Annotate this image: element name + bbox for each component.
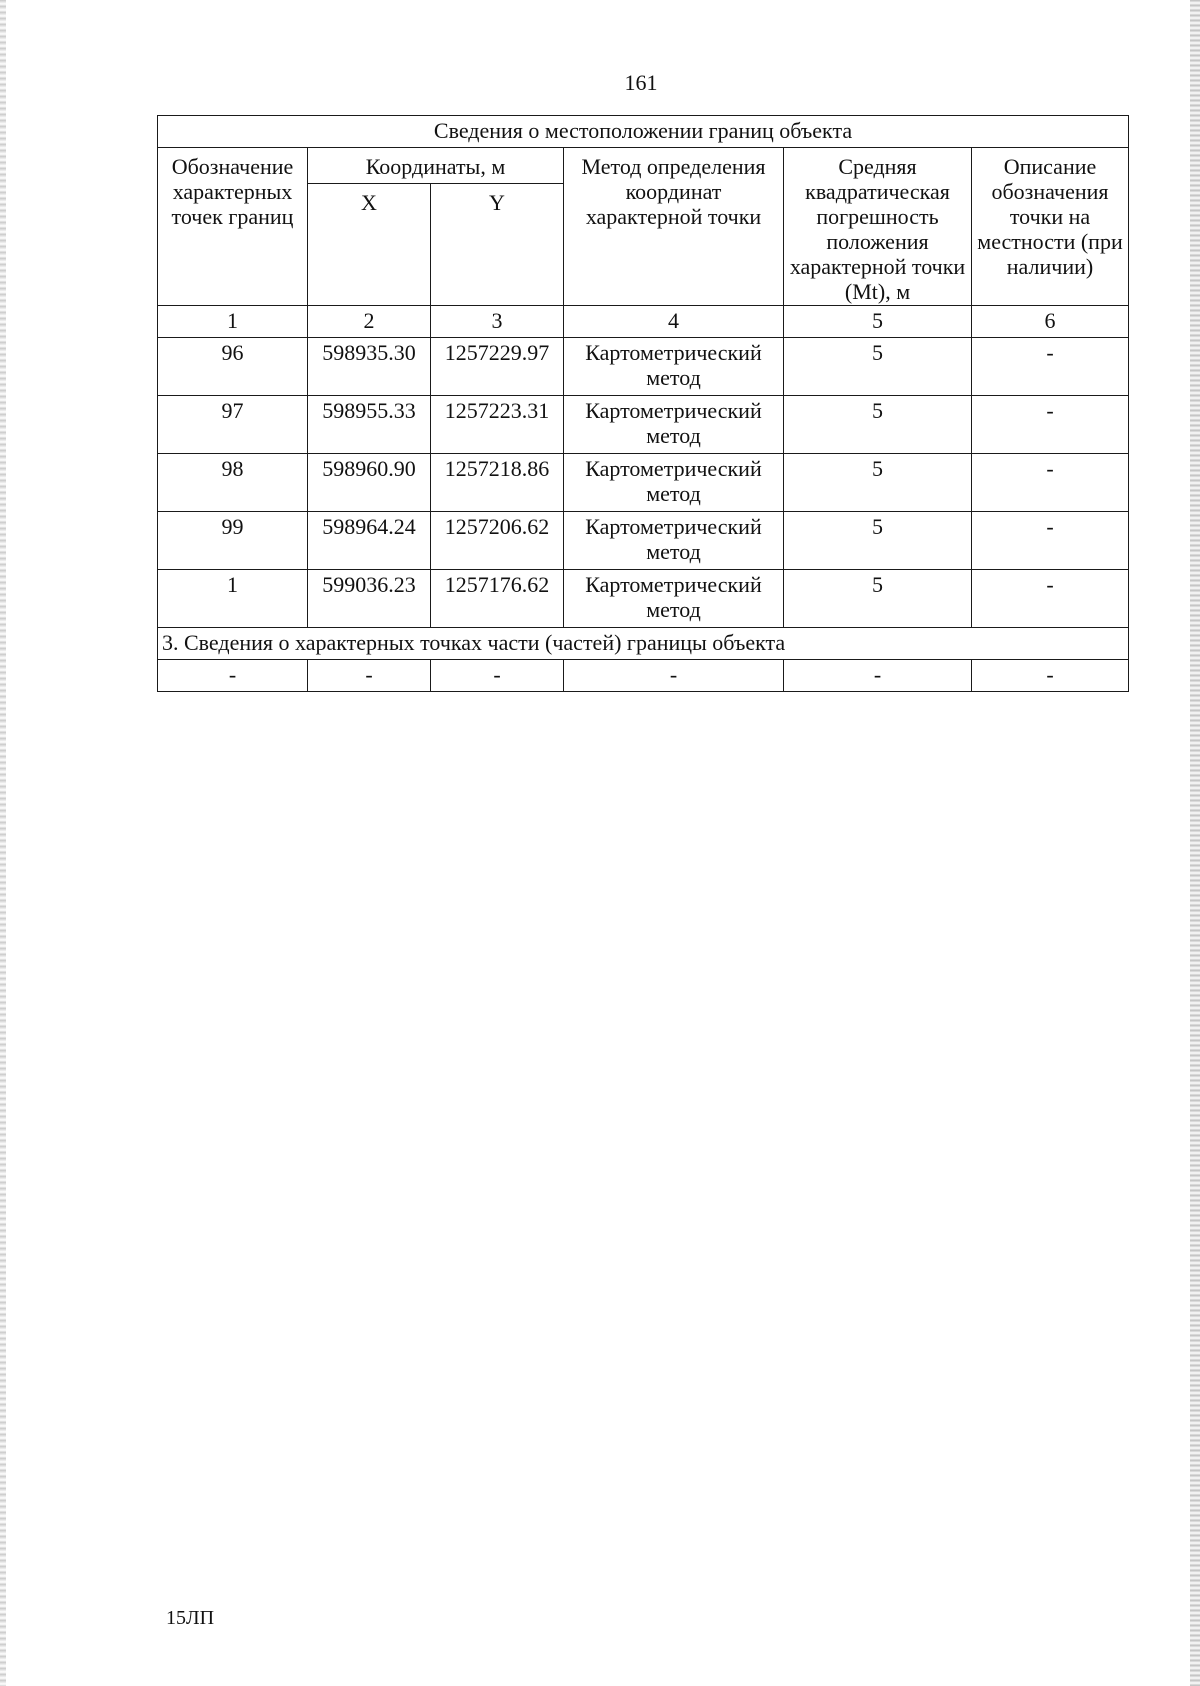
cell-x: 599036.23 xyxy=(308,570,431,628)
cell-description: - xyxy=(972,396,1129,454)
column-number: 2 xyxy=(308,306,431,338)
scan-edge-left xyxy=(0,0,6,1686)
table-title: Сведения о местоположении границ объекта xyxy=(158,116,1129,148)
table-row xyxy=(158,454,1129,512)
section3-cell: - xyxy=(564,660,784,692)
page-number: 161 xyxy=(624,70,658,95)
column-number: 4 xyxy=(564,306,784,338)
cell-error: 5 xyxy=(784,338,972,396)
section3-row xyxy=(158,660,1129,692)
table-title-row xyxy=(158,116,1129,148)
column-number: 5 xyxy=(784,306,972,338)
section3-cell: - xyxy=(308,660,431,692)
cell-description: - xyxy=(972,454,1129,512)
column-number: 6 xyxy=(972,306,1129,338)
cell-x: 598955.33 xyxy=(308,396,431,454)
cell-y: 1257229.97 xyxy=(431,338,564,396)
cell-description: - xyxy=(972,512,1129,570)
header-coordinates: Координаты, м xyxy=(308,148,564,184)
section3-title: 3. Сведения о характерных точках части (частей) границы объекта xyxy=(158,628,1129,660)
cell-method: Картометрический метод xyxy=(564,512,784,570)
header-point-designation: Обозначение характерных точек границ xyxy=(158,148,308,306)
header-x: X xyxy=(308,184,431,306)
cell-point: 1 xyxy=(158,570,308,628)
cell-method: Картометрический метод xyxy=(564,338,784,396)
cell-y: 1257206.62 xyxy=(431,512,564,570)
header-description: Описание обозначения точки на местности (при наличии) xyxy=(972,148,1129,306)
cell-x: 598960.90 xyxy=(308,454,431,512)
column-number: 3 xyxy=(431,306,564,338)
boundary-table xyxy=(157,115,1129,692)
cell-description: - xyxy=(972,570,1129,628)
cell-point: 98 xyxy=(158,454,308,512)
scan-edge-right xyxy=(1190,0,1200,1686)
cell-error: 5 xyxy=(784,570,972,628)
cell-error: 5 xyxy=(784,396,972,454)
section3-cell: - xyxy=(431,660,564,692)
header-row-1 xyxy=(158,148,1129,184)
section3-cell: - xyxy=(972,660,1129,692)
header-mean-error: Средняя квадратическая погрешность положения характерной точки (Mt), м xyxy=(784,148,972,306)
table-row xyxy=(158,396,1129,454)
cell-point: 97 xyxy=(158,396,308,454)
cell-method: Картометрический метод xyxy=(564,570,784,628)
cell-y: 1257223.31 xyxy=(431,396,564,454)
cell-point: 99 xyxy=(158,512,308,570)
cell-method: Картометрический метод xyxy=(564,454,784,512)
section3-title-row xyxy=(158,628,1129,660)
header-y: Y xyxy=(431,184,564,306)
cell-y: 1257176.62 xyxy=(431,570,564,628)
column-numbers-row xyxy=(158,306,1129,338)
cell-x: 598935.30 xyxy=(308,338,431,396)
footer-mark: 15ЛП xyxy=(166,1607,215,1629)
section3-cell: - xyxy=(158,660,308,692)
table-row xyxy=(158,570,1129,628)
table-row xyxy=(158,338,1129,396)
table-row xyxy=(158,512,1129,570)
cell-error: 5 xyxy=(784,454,972,512)
cell-x: 598964.24 xyxy=(308,512,431,570)
column-number: 1 xyxy=(158,306,308,338)
cell-method: Картометрический метод xyxy=(564,396,784,454)
cell-y: 1257218.86 xyxy=(431,454,564,512)
section3-cell: - xyxy=(784,660,972,692)
cell-point: 96 xyxy=(158,338,308,396)
header-method: Метод определения координат характерной точки xyxy=(564,148,784,306)
cell-description: - xyxy=(972,338,1129,396)
cell-error: 5 xyxy=(784,512,972,570)
